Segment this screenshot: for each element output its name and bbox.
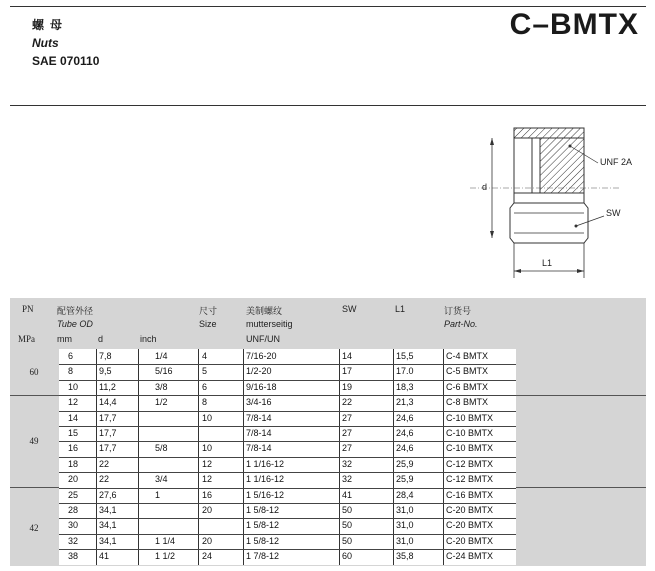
cell-mm: 10 xyxy=(68,381,79,392)
cell-sw: 17 xyxy=(342,366,353,377)
cell-l1: 25,9 xyxy=(396,474,414,485)
table-row xyxy=(59,349,516,364)
cell-thread: 1 5/8-12 xyxy=(246,535,280,546)
cell-thread: 1 1/16-12 xyxy=(246,474,285,485)
table-row xyxy=(59,364,516,379)
cell-part: C-10 BMTX xyxy=(446,428,494,438)
cell-size: 10 xyxy=(202,412,213,423)
cell-size: 8 xyxy=(202,397,208,408)
table-row xyxy=(59,488,516,503)
cell-d: 14,4 xyxy=(99,397,117,408)
cell-size: 20 xyxy=(202,505,213,515)
cell-part: C-24 BMTX xyxy=(446,551,494,562)
cell-sw: 32 xyxy=(342,474,353,485)
unf-label: UNF 2A xyxy=(600,157,633,167)
cell-thread: 1 5/8-12 xyxy=(246,520,280,531)
header-mpa: MPa xyxy=(18,334,36,344)
cell-mm: 25 xyxy=(68,489,79,500)
header-size-zh: 尺寸 xyxy=(199,306,218,316)
cell-thread: 7/8-14 xyxy=(246,428,272,438)
header-tube-od: Tube OD xyxy=(57,319,93,329)
cell-thread: 7/8-14 xyxy=(246,412,272,423)
cell-mm: 30 xyxy=(68,520,79,531)
header-bottom-rule xyxy=(10,105,646,106)
cell-l1: 35,8 xyxy=(396,551,414,562)
cell-sw: 60 xyxy=(342,551,353,562)
cell-d: 41 xyxy=(99,551,110,562)
cell-d: 17,7 xyxy=(99,428,117,438)
cell-inch: 1 xyxy=(155,489,161,500)
header-part-no: Part-No. xyxy=(444,319,478,329)
cell-d: 7,8 xyxy=(99,351,112,361)
row-divider xyxy=(59,534,516,535)
cell-d: 22 xyxy=(99,458,110,469)
row-divider xyxy=(59,441,516,442)
cell-part: C-20 BMTX xyxy=(446,505,494,515)
cell-sw: 41 xyxy=(342,489,353,500)
cell-inch: 3/4 xyxy=(155,474,168,485)
cell-size: 12 xyxy=(202,474,213,485)
pn-value-60: 60 xyxy=(29,367,39,377)
cell-thread: 1 5/8-12 xyxy=(246,505,280,515)
cell-part: C-8 BMTX xyxy=(446,397,489,408)
cell-part: C-4 BMTX xyxy=(446,351,489,361)
header-order-zh: 订货号 xyxy=(444,306,472,316)
cell-l1: 31,0 xyxy=(396,505,414,515)
cell-d: 9,5 xyxy=(99,366,112,377)
cell-inch: 5/8 xyxy=(155,443,168,454)
cell-mm: 12 xyxy=(68,397,79,408)
cell-sw: 50 xyxy=(342,520,353,531)
row-divider xyxy=(59,518,516,519)
cell-thread: 7/16-20 xyxy=(246,351,277,361)
cell-part: C-5 BMTX xyxy=(446,366,489,377)
cell-l1: 24,6 xyxy=(396,412,414,423)
header-sw: SW xyxy=(342,304,357,314)
top-rule xyxy=(10,6,646,7)
row-divider xyxy=(59,457,516,458)
cell-size: 10 xyxy=(202,443,213,454)
table-row xyxy=(59,457,516,472)
row-divider xyxy=(59,549,516,550)
cell-thread: 9/16-18 xyxy=(246,381,277,392)
cell-mm: 32 xyxy=(68,535,79,546)
dimension-table xyxy=(10,298,646,566)
table-row xyxy=(59,395,516,410)
sw-label: SW xyxy=(606,208,621,218)
nut-technical-drawing xyxy=(470,118,645,283)
l1-label: L1 xyxy=(542,258,553,268)
cell-d: 34,1 xyxy=(99,505,117,515)
cell-size: 24 xyxy=(202,551,213,562)
header-d: d xyxy=(98,334,104,344)
cell-thread: 1 7/8-12 xyxy=(246,551,280,562)
cell-l1: 24,6 xyxy=(396,428,414,438)
header-l1: L1 xyxy=(395,304,406,314)
cell-inch: 1 1/4 xyxy=(155,535,176,546)
hatched-section xyxy=(514,128,584,138)
table-row xyxy=(59,503,516,518)
cell-part: C-12 BMTX xyxy=(446,474,494,485)
cell-part: C-20 BMTX xyxy=(446,535,494,546)
cell-mm: 28 xyxy=(68,505,79,515)
product-code: C–BMTX xyxy=(509,8,639,41)
cell-mm: 18 xyxy=(68,458,79,469)
cell-thread: 3/4-16 xyxy=(246,397,272,408)
row-divider xyxy=(59,426,516,427)
table-row xyxy=(59,549,516,564)
cell-d: 22 xyxy=(99,474,110,485)
cell-d: 34,1 xyxy=(99,520,117,531)
header-inch: inch xyxy=(140,334,157,344)
cell-inch: 1 1/2 xyxy=(155,551,176,562)
cell-inch: 3/8 xyxy=(155,381,168,392)
cell-mm: 14 xyxy=(68,412,79,423)
cell-l1: 25,9 xyxy=(396,458,414,469)
cell-thread: 7/8-14 xyxy=(246,443,272,454)
cell-l1: 17.0 xyxy=(396,366,414,377)
cell-d: 17,7 xyxy=(99,412,117,423)
row-divider xyxy=(59,380,516,381)
cell-l1: 21,3 xyxy=(396,397,414,408)
row-divider xyxy=(59,503,516,504)
cell-d: 11,2 xyxy=(99,381,116,392)
row-divider xyxy=(59,488,516,489)
cell-mm: 15 xyxy=(68,428,79,438)
table-row xyxy=(59,411,516,426)
header-thread-zh: 美制螺纹 xyxy=(246,306,283,316)
table-row xyxy=(59,441,516,456)
row-divider xyxy=(59,411,516,412)
cell-l1: 18,3 xyxy=(396,381,414,392)
cell-size: 6 xyxy=(202,381,208,392)
cell-sw: 22 xyxy=(342,397,353,408)
title-english: Nuts xyxy=(32,36,59,50)
d-label: d xyxy=(482,182,488,192)
cell-thread: 1/2-20 xyxy=(246,366,272,377)
cell-mm: 16 xyxy=(68,443,79,454)
cell-sw: 32 xyxy=(342,458,353,469)
standard-number: SAE 070110 xyxy=(32,54,100,68)
cell-part: C-12 BMTX xyxy=(446,458,494,469)
cell-sw: 27 xyxy=(342,412,353,423)
cell-d: 17,7 xyxy=(99,443,117,454)
cell-l1: 31,0 xyxy=(396,520,414,531)
cell-l1: 15,5 xyxy=(396,351,414,361)
header-pn: PN xyxy=(22,304,34,314)
row-divider xyxy=(59,364,516,365)
cell-part: C-10 BMTX xyxy=(446,443,494,454)
row-divider xyxy=(59,472,516,473)
cell-part: C-10 BMTX xyxy=(446,412,494,423)
cell-mm: 6 xyxy=(68,351,74,361)
pn-value-49: 49 xyxy=(29,436,39,446)
cell-size: 20 xyxy=(202,535,213,546)
cell-l1: 24,6 xyxy=(396,443,414,454)
table-row xyxy=(59,518,516,533)
cell-size: 16 xyxy=(202,489,213,500)
header-mutterseitig: mutterseitig xyxy=(246,319,293,329)
cell-d: 34,1 xyxy=(99,535,117,546)
header-pipe-zh: 配管外径 xyxy=(57,306,94,316)
thread-section xyxy=(540,138,584,193)
cell-thread: 1 1/16-12 xyxy=(246,458,285,469)
cell-mm: 8 xyxy=(68,366,74,377)
cell-sw: 27 xyxy=(342,443,353,454)
table-row xyxy=(59,380,516,395)
cell-d: 27,6 xyxy=(99,489,117,500)
header-mm: mm xyxy=(57,334,72,344)
cell-inch: 1/4 xyxy=(155,351,168,361)
header-size: Size xyxy=(199,319,217,329)
table-row xyxy=(59,534,516,549)
cell-l1: 31,0 xyxy=(396,535,414,546)
cell-size: 4 xyxy=(202,351,208,361)
cell-inch: 5/16 xyxy=(155,366,173,377)
table-body xyxy=(59,349,516,565)
cell-mm: 38 xyxy=(68,551,79,562)
cell-part: C-6 BMTX xyxy=(446,381,489,392)
cell-size: 5 xyxy=(202,366,208,377)
cell-part: C-20 BMTX xyxy=(446,520,494,531)
cell-sw: 19 xyxy=(342,381,353,392)
pn-value-42: 42 xyxy=(29,523,39,533)
title-chinese: 螺母 xyxy=(32,18,69,32)
cell-part: C-16 BMTX xyxy=(446,489,494,500)
table-row xyxy=(59,472,516,487)
cell-mm: 20 xyxy=(68,474,79,485)
cell-inch: 1/2 xyxy=(155,397,168,408)
cell-sw: 14 xyxy=(342,351,353,361)
header-unf-un: UNF/UN xyxy=(246,334,280,344)
cell-size: 12 xyxy=(202,458,213,469)
cell-sw: 27 xyxy=(342,428,353,438)
cell-thread: 1 5/16-12 xyxy=(246,489,285,500)
cell-l1: 28,4 xyxy=(396,489,414,500)
table-row xyxy=(59,426,516,441)
cell-sw: 50 xyxy=(342,505,353,515)
row-divider xyxy=(59,395,516,396)
cell-sw: 50 xyxy=(342,535,353,546)
